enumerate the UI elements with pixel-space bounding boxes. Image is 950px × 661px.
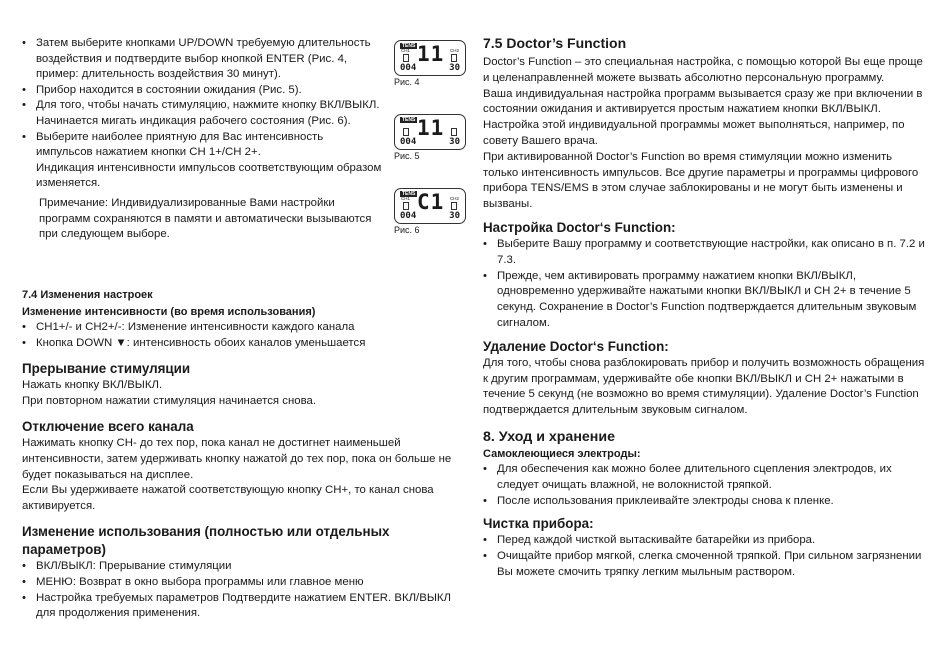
note-text: Примечание: Индивидуализированные Вами настройки программ сохраняются в памяти и автоматически вызываются при следующем выборе.	[39, 196, 372, 241]
disable-text-1: Нажимать кнопку CH- до тех пор, пока канал не достигнет наименьшей интенсивности, затем удерживать кнопку нажатой до тех пор, пока он больше не будет показываться на дисплее.	[22, 437, 452, 481]
lcd-bottom-left: 004	[400, 63, 417, 73]
ch2-bar-icon	[451, 128, 457, 136]
ch1-bar-icon	[403, 128, 409, 136]
list-item-text: Выберите наиболее приятную для Вас интенсивность импульсов нажатием кнопки CH 1+/CH 2+.	[36, 130, 324, 159]
disable-title: Отключение всего канала	[22, 419, 194, 435]
list-item-text: Индикация интенсивности импульсов соответствующим образом изменяется.	[36, 161, 382, 190]
figure-6	[394, 188, 468, 236]
interrupt-text-2: При повторном нажатии стимуляция начинается снова.	[22, 394, 316, 407]
list-item	[22, 36, 382, 83]
lcd-main-value: C1	[417, 190, 445, 214]
section-75-para-2: Ваша индивидуальная настройка программ вызывается сразу же при включении в состоянии ожидания и активируется простым нажатием кнопки ВКЛ/ВЫКЛ.	[483, 87, 923, 116]
lcd-display	[394, 114, 466, 150]
setup-title: Настройка Doctor‘s Function:	[483, 219, 676, 235]
list-item: • Прибор находится в состоянии ожидания (Рис. 5).	[22, 83, 382, 99]
tens-label: TENS	[402, 191, 416, 197]
lcd-bottom-right: 30	[449, 63, 460, 73]
delete-text: Для того, чтобы снова разблокировать прибор и получить возможность обращения к другим программам, удерживайте обе кнопки ВКЛ/ВЫКЛ и CH 2+ нажатыми в течение 5 секунд (не возможно во время стимуляции). Удаление Doctor’s Function подтверждается длительным звуковым сигналом.	[483, 356, 925, 417]
list-item: • ВКЛ/ВЫКЛ: Прерывание стимуляции	[22, 559, 454, 575]
electrodes-list	[483, 462, 928, 509]
cleaning-title: Чистка прибора:	[483, 516, 594, 532]
steps-list	[22, 36, 382, 192]
figure-caption: Рис. 6	[394, 225, 420, 235]
list-item: • Настройка требуемых параметров Подтвердите нажатием ENTER. ВКЛ/ВЫКЛ для продолжения применения.	[22, 591, 454, 622]
lcd-bottom-right: 30	[449, 211, 460, 221]
ch2-label: CH2	[449, 48, 459, 53]
change-title: Изменение использования (полностью или отдельных параметров)	[22, 524, 390, 558]
list-item-text: воздействия и подтвердите выбор кнопкой ENTER (Рис. 4, пример: длительность воздействия 30 минут).	[36, 52, 348, 81]
list-item: • Прежде, чем активировать программу нажатием кнопки ВКЛ/ВЫКЛ, одновременно удерживайте нажатыми кнопки ВКЛ/ВЫКЛ и CH 2+ в течение 5 секунд. Сохранение в Doctor’s Function подтверждается длительным звуковым сигналом.	[483, 269, 928, 332]
change-list	[22, 559, 454, 621]
intensity-list	[22, 320, 454, 351]
list-item: • Кнопка DOWN ▼: интенсивность обоих каналов уменьшается	[22, 336, 454, 352]
left-bottom-column	[22, 288, 454, 622]
lcd-main-value: 11	[417, 42, 445, 66]
cleaning-list	[483, 533, 928, 580]
section-75-title: 7.5 Doctor’s Function	[483, 35, 627, 51]
left-top-column	[22, 36, 382, 243]
lcd-bottom-right: 30	[449, 137, 460, 147]
list-item: • Выберите Вашу программу и соответствующие настройки, как описано в п. 7.2 и 7.3.	[483, 237, 928, 269]
interrupt-text-1: Нажать кнопку ВКЛ/ВЫКЛ.	[22, 379, 163, 392]
electrodes-title: Самоклеющиеся электроды:	[483, 447, 641, 460]
section-74-title: 7.4 Изменения настроек	[22, 289, 153, 301]
delete-title: Удаление Doctor‘s Function:	[483, 338, 669, 354]
ch1-bar-icon	[403, 202, 409, 210]
section-75-para-4: При активированной Doctor’s Function во время стимуляции можно изменить только интенсивность импульсов. Все другие параметры и программы цифрового прибора TENS/EMS в этом случае заблокированы и не могут быть изменены и вызваны.	[483, 150, 919, 211]
list-item-text: Затем выберите кнопками UP/DOWN требуемую длительность	[36, 37, 371, 49]
lcd-main-value: 11	[417, 116, 445, 140]
lcd-display	[394, 40, 466, 76]
list-item: • Перед каждой чисткой вытаскивайте батарейки из прибора.	[483, 533, 928, 549]
list-item: • Очищайте прибор мягкой, слегка смоченной тряпкой. При сильном загрязнении Вы можете смочить тряпку легким мыльным раствором.	[483, 549, 928, 581]
lcd-bottom-left: 004	[400, 137, 417, 147]
lcd-display	[394, 188, 466, 224]
ch1-label: CH1	[401, 48, 411, 53]
section-74-subtitle: Изменение интенсивности (во время использования)	[22, 306, 316, 318]
list-item: • Для обеспечения как можно более длительного сцепления электродов, их следует очищать влажной, не волокнистой тряпкой.	[483, 462, 928, 494]
list-item	[22, 130, 382, 192]
section-75-para-1: Doctor’s Function – это специальная настройка, с помощью которой Вы еще проще и целенаправленней можете вызвать абсолютно персональную программу.	[483, 56, 923, 84]
ch2-label: CH2	[449, 196, 459, 201]
figure-4	[394, 40, 468, 88]
tens-label: TENS	[402, 43, 416, 49]
figure-caption: Рис. 4	[394, 77, 420, 87]
disable-text-2: Если Вы удерживаете нажатой соответствующую кнопку CH+, то канал снова активируется.	[22, 484, 434, 512]
ch2-bar-icon	[451, 202, 457, 210]
ch1-bar-icon	[403, 54, 409, 62]
right-column	[483, 34, 928, 581]
list-item: • МЕНЮ: Возврат в окно выбора программы или главное меню	[22, 575, 454, 591]
list-item: • После использования приклеивайте электроды снова к пленке.	[483, 494, 928, 510]
figure-caption: Рис. 5	[394, 151, 420, 161]
figure-5	[394, 114, 468, 162]
ch1-label: CH1	[401, 196, 411, 201]
ch2-bar-icon	[451, 54, 457, 62]
section-75-para-3: Настройка этой индивидуальной программы может выполняться, например, по совету Вашего врача.	[483, 119, 905, 147]
lcd-bottom-left: 004	[400, 211, 417, 221]
interrupt-title: Прерывание стимуляции	[22, 361, 191, 377]
list-item: • CH1+/- и CH2+/-: Изменение интенсивности каждого канала	[22, 320, 454, 336]
tens-label: TENS	[402, 117, 416, 123]
care-title: 8. Уход и хранение	[483, 428, 615, 445]
setup-list	[483, 237, 928, 332]
list-item: • Для того, чтобы начать стимуляцию, нажмите кнопку ВКЛ/ВЫКЛ. Начинается мигать индикация рабочего состояния (Рис. 6).	[22, 98, 382, 129]
